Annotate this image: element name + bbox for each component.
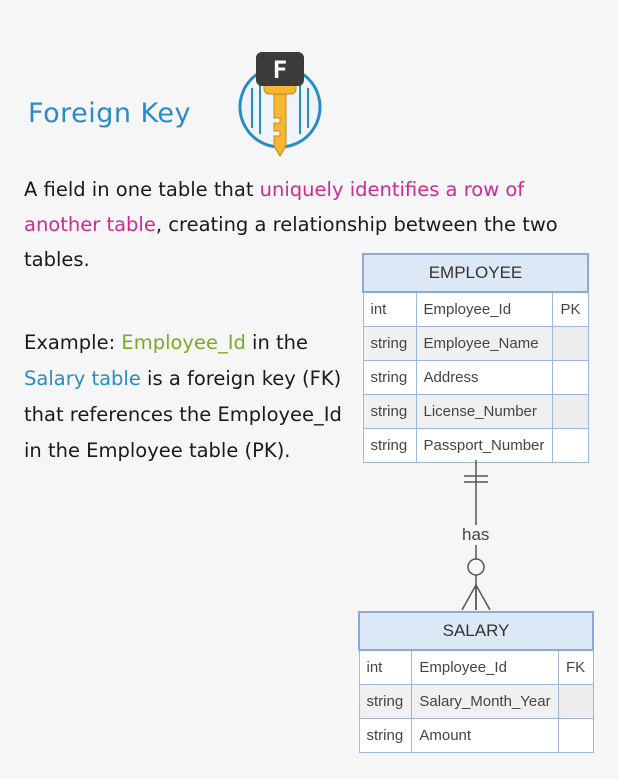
salary-row [359,685,593,719]
crows-foot-mark [462,585,490,610]
employee-row-key [553,327,588,361]
salary-row [359,719,593,753]
employee-row-name: Passport_Number [416,429,553,463]
employee-row [363,429,588,463]
salary-table-title: SALARY [359,612,593,650]
salary-row-type: int [359,650,412,685]
example-text [24,325,349,469]
employee-row-name: Address [416,361,553,395]
employee-row [363,327,588,361]
page-title: Foreign Key [28,98,191,129]
employee-row-type: int [363,292,416,327]
employee-row [363,395,588,429]
foreign-key-logo [234,50,326,160]
employee-row-key: PK [553,292,588,327]
employee-row-name: Employee_Name [416,327,553,361]
salary-table [358,611,594,753]
salary-row-name: Amount [412,719,558,753]
employee-row-type: string [363,327,416,361]
example-mid: in the [245,331,309,354]
employee-row-type: string [363,361,416,395]
example-prefix: Example: [24,331,122,354]
employee-row-key [553,361,588,395]
zero-mark [468,559,484,575]
example-rest: is a foreign key (FK) that references the Employee_Id in the Employee table (PK). [24,367,342,462]
example-table-name: Salary table [24,367,141,390]
employee-row [363,292,588,327]
employee-table [362,253,589,463]
definition-part-2: , creating a relationship between the two tables. [24,213,558,271]
definition-highlight: uniquely identifies a row of another table [24,178,525,236]
definition-part-1: A field in one table that [24,178,260,201]
employee-row-name: Employee_Id [416,292,553,327]
salary-row-type: string [359,685,412,719]
salary-row-key [558,685,593,719]
salary-row [359,650,593,685]
employee-row-type: string [363,429,416,463]
example-field: Employee_Id [121,331,246,354]
employee-row-key [553,395,588,429]
employee-row-type: string [363,395,416,429]
salary-row-key [558,719,593,753]
employee-table-title: EMPLOYEE [363,254,588,292]
employee-row [363,361,588,395]
employee-row-name: License_Number [416,395,553,429]
f-tag-letter: F [272,56,288,84]
employee-row-key [553,429,588,463]
relationship-label: has [462,525,490,544]
salary-row-key: FK [558,650,593,685]
salary-table-header [359,612,593,650]
salary-row-type: string [359,719,412,753]
salary-row-name: Salary_Month_Year [412,685,558,719]
salary-row-name: Employee_Id [412,650,558,685]
employee-table-header [363,254,588,292]
